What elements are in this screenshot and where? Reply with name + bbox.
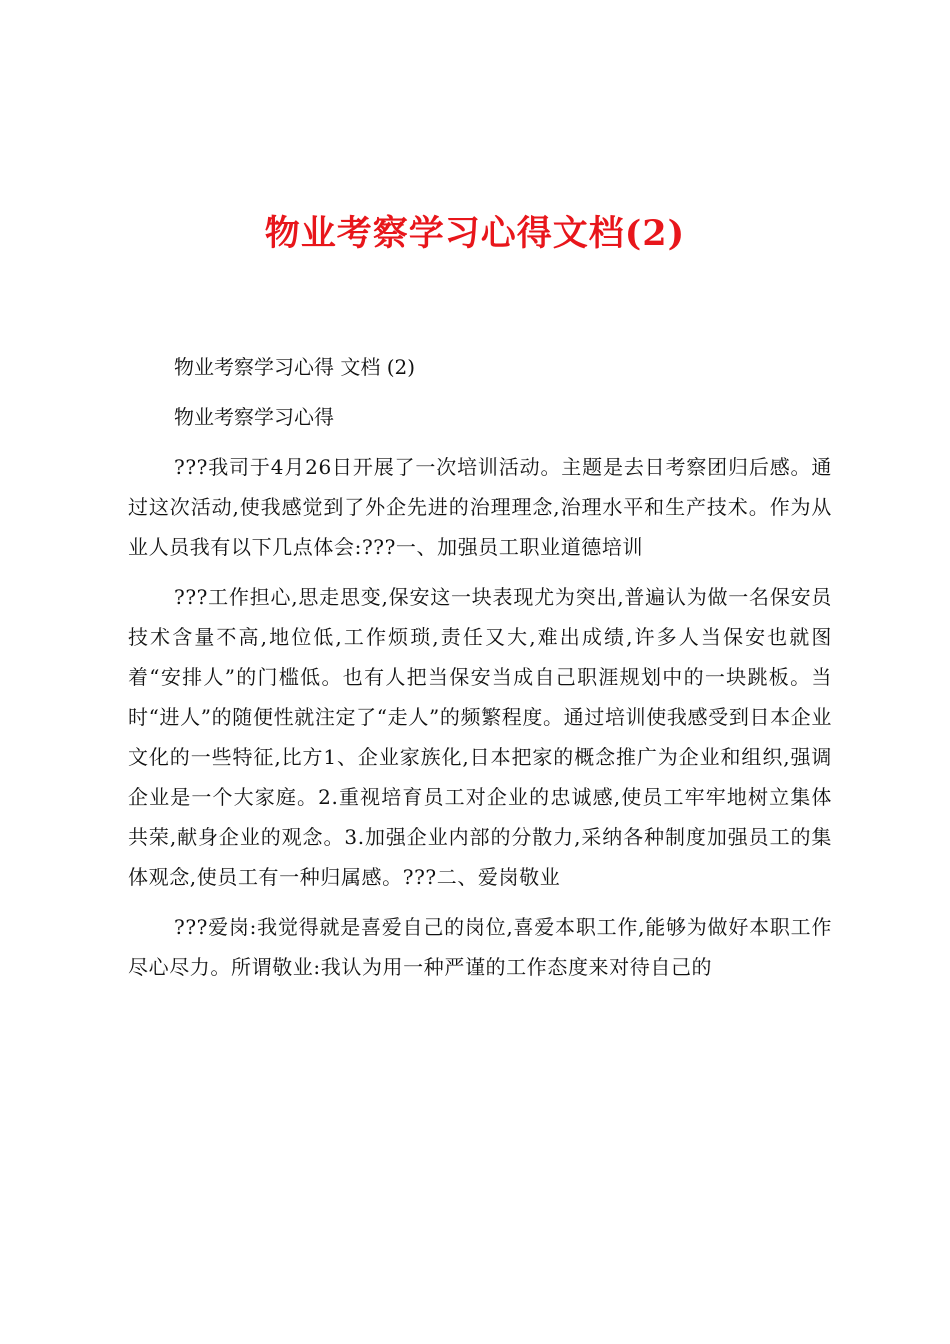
paragraph-dedication: ???爱岗:我觉得就是喜爱自己的岗位,喜爱本职工作,能够为做好本职工作尽心尽力。所谓敬业:我认为用一种严谨的工作态度来对待自己的: [128, 915, 832, 979]
paragraph-subtitle: 物业考察学习心得 文档 (2): [174, 355, 416, 379]
paragraph-training: ???工作担心,思走思变,保安这一块表现尤为突出,普遍认为做一名保安员技术含量不高,地位低,工作烦琐,责任又大,难出成绩,许多人当保安也就图着“安排人”的门槛低。也有人把当保安当成自己职涯规划中的一块跳板。当时“进人”的随便性就注定了“走人”的频繁程度。通过培训使我感受到日本企业文化的一些特征,比方1、企业家族化,日本把家的概念推广为企业和组织,强调企业是一个大家庭。2.重视培育员工对企业的忠诚感,使员工牢牢地树立集体共荣,献身企业的观念。3.加强企业内部的分散力,采纳各种制度加强员工的集体观念,使员工有一种归属感。???二、爱岗敬业: [128, 585, 832, 889]
document-title: 物业考察学习心得文档(2): [264, 213, 686, 254]
paragraph-heading: 物业考察学习心得: [174, 405, 334, 429]
paragraph-intro: ???我司于4月26日开展了一次培训活动。主题是去日考察团归后感。通过这次活动,使我感觉到了外企先进的治理理念,治理水平和生产技术。作为从业人员我有以下几点体会:???一、加强员工职业道德培训: [128, 455, 832, 559]
document-body: [128, 347, 832, 997]
